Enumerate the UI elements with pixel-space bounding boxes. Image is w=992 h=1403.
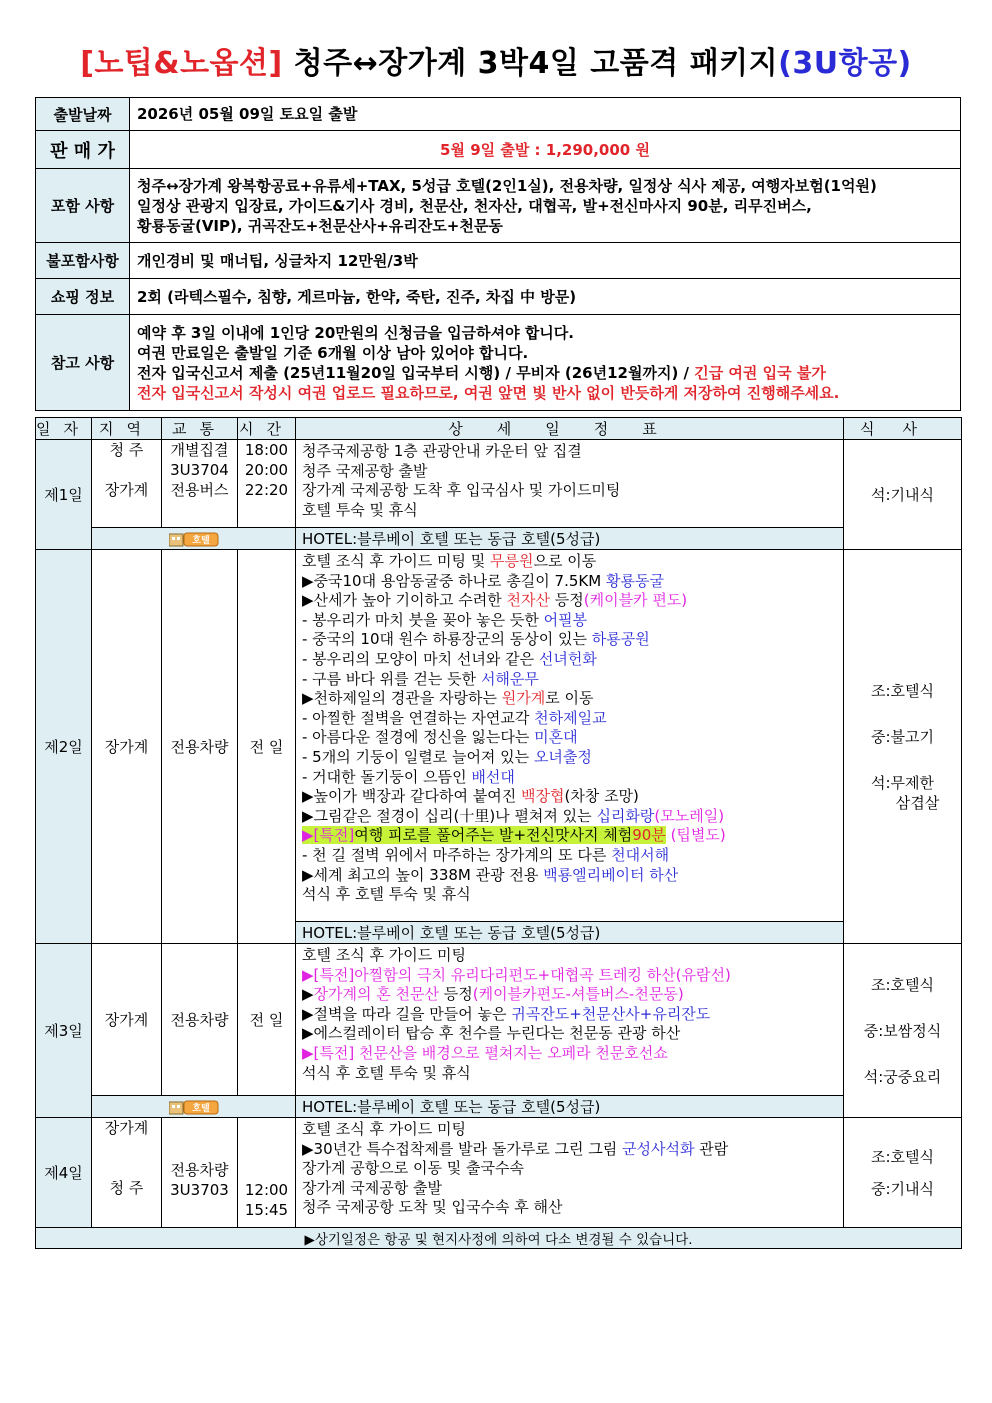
day2-hotel: HOTEL:블루베이 호텔 또는 동급 호텔(5성급) — [296, 922, 844, 944]
day3-time: 전 일 — [238, 944, 296, 1096]
title-prefix: [노팁&노옵션] — [80, 46, 283, 81]
region-text: 청 주 — [109, 1179, 144, 1197]
day3-meals — [844, 944, 962, 1118]
detail-line-special: ▶[특전]여행 피로를 풀어주는 발+전신맛사지 체험90분 (팁별도) — [302, 826, 726, 845]
day3-hotel-row — [36, 1096, 962, 1118]
transport-text: 3U3704 — [170, 461, 229, 479]
transport-text — [162, 1140, 237, 1160]
time-text: 15:45 — [244, 1201, 289, 1219]
region-text: 청 주 — [109, 441, 144, 459]
notes-line: 여권 만료일은 출발일 기준 6개월 이상 남아 있어야 합니다. — [137, 343, 529, 362]
header-day: 일자 — [36, 418, 92, 440]
notes-line — [137, 363, 953, 383]
day1-detail — [296, 440, 844, 528]
detail-line: 호텔 투숙 및 휴식 — [302, 500, 418, 519]
detail-line: ▶[특전] 천문산을 배경으로 펼쳐지는 오페라 천문호선쇼 — [302, 1043, 668, 1062]
day2-row — [36, 550, 962, 922]
day4-meals — [844, 1118, 962, 1228]
detail-line: 석식 후 호텔 투숙 및 휴식 — [302, 1063, 471, 1082]
notes-line: 예약 후 3일 이내에 1인당 20만원의 신청금을 입금하셔야 합니다. — [137, 323, 574, 342]
day1-meals — [844, 440, 962, 550]
excluded-label: 불포함사항 — [36, 243, 130, 279]
time-text: 12:00 — [244, 1181, 289, 1199]
footer-row — [36, 1228, 962, 1249]
notes-line-part: 전자 입국신고서 제출 (25년11월20일 입국부터 시행) / 무비자 (26년12월까지) / — [137, 363, 695, 382]
day4-times — [238, 1118, 296, 1228]
excluded-value: 개인경비 및 매너팁, 싱글차지 12만원/3박 — [130, 243, 961, 279]
meal-text: 조:호텔식 — [870, 975, 934, 994]
schedule-table — [35, 417, 962, 1249]
detail-line: ▶그림같은 절경이 십리(十里)나 펼쳐져 있는 십리화랑(모노레일) — [302, 806, 725, 825]
shopping-value: 2회 (라텍스필수, 침향, 게르마늄, 한약, 죽탄, 진주, 차집 中 방문) — [130, 279, 961, 315]
detail-line: 청주 국제공항 출발 — [302, 461, 428, 480]
day4-detail — [296, 1118, 844, 1228]
day1-hotel: HOTEL:블루베이 호텔 또는 동급 호텔(5성급) — [296, 528, 844, 550]
detail-line: ▶장가계의 혼 천문산 등정(케이블카편도-셔틀버스-천문동) — [302, 985, 684, 1004]
detail-line: - 5개의 기둥이 일렬로 늘어져 있는 오녀출정 — [302, 747, 592, 766]
meal-text: 석:무제한 — [870, 773, 934, 792]
meal-text: 중:보쌈정식 — [863, 1021, 942, 1040]
meal-text: 중:기내식 — [870, 1179, 934, 1198]
detail-line: ▶산세가 높아 기이하고 수려한 천자산 등정(케이블카 편도) — [302, 591, 688, 610]
price-value: 5월 9일 출발 : 1,290,000 원 — [130, 131, 961, 169]
region-text: 장가계 — [104, 1119, 149, 1137]
time-text — [238, 1140, 295, 1160]
detail-line: 청주국제공항 1층 관광안내 카운터 앞 집결 — [302, 442, 582, 460]
shopping-label: 쇼핑 정보 — [36, 279, 130, 315]
header-time: 시간 — [238, 418, 296, 440]
day1-hotel-row — [36, 528, 962, 550]
day3-region: 장가계 — [92, 944, 162, 1096]
region-text — [92, 1138, 161, 1158]
included-line: 일정상 관광지 입장료, 가이드&기사 경비, 천문산, 천자산, 대협곡, 발+전신마사지 90분, 리무진버스, — [137, 196, 812, 215]
transport-text: 전용차량 — [170, 1161, 229, 1179]
time-text — [238, 1160, 295, 1180]
detail-line: 호텔 조식 후 가이드 미팅 — [302, 946, 466, 964]
included-line: 청주↔장가계 왕복항공료+유류세+TAX, 5성급 호텔(2인1실), 전용차량, 일정상 식사 제공, 여행자보험(1억원) — [137, 176, 877, 195]
day2-meals — [844, 550, 962, 944]
detail-line: - 중국의 10대 원수 하룡장군의 동상이 있는 하룡공원 — [302, 630, 650, 649]
header-transport: 교통 — [162, 418, 238, 440]
detail-line: - 천 길 절벽 위에서 마주하는 장가계의 또 다른 천대서해 — [302, 845, 670, 864]
svg-text:호텔: 호텔 — [191, 535, 210, 546]
detail-line: 호텔 조식 후 가이드 미팅 — [302, 1120, 466, 1138]
day2-transport: 전용차량 — [162, 550, 238, 944]
day4-label: 제4일 — [36, 1118, 92, 1228]
info-table — [35, 97, 961, 411]
detail-line: ▶세계 최고의 높이 338M 관광 전용 백룡엘리베이터 하산 — [302, 865, 679, 884]
notes-line: 전자 입국신고서 작성시 여권 업로드 필요하므로, 여권 앞면 빛 반사 없이 반듯하게 저장하여 진행해주세요. — [137, 383, 840, 402]
day1-region — [92, 440, 162, 528]
svg-text:호텔: 호텔 — [191, 1103, 210, 1114]
hotel-icon — [169, 1100, 219, 1115]
footer-note: ▶상기일정은 항공 및 현지사정에 의하여 다소 변경될 수 있습니다. — [36, 1228, 962, 1249]
detail-line: ▶30년간 특수접착제를 발라 돌가루로 그린 그림 군성사석화 관람 — [302, 1139, 729, 1158]
title-airline: (3U항공) — [778, 46, 912, 81]
region-text: 장가계 — [104, 481, 149, 499]
detail-line: ▶절벽을 따라 길을 만들어 놓은 귀곡잔도+천문산사+유리잔도 — [302, 1004, 711, 1023]
header-region: 지역 — [92, 418, 162, 440]
departure-label: 출발날짜 — [36, 98, 130, 131]
detail-line: ▶높이가 백장과 같다하여 붙여진 백장협(차창 조망) — [302, 787, 639, 806]
meal-text: 석:기내식 — [870, 485, 934, 504]
detail-line: - 봉우리의 모양이 마치 선녀와 같은 선녀헌화 — [302, 649, 597, 668]
meal-text: 삼겹살 — [895, 793, 940, 812]
region-text — [92, 460, 161, 480]
day1-row — [36, 440, 962, 528]
transport-text: 3U3703 — [170, 1181, 229, 1199]
day4-row — [36, 1118, 962, 1228]
day3-detail — [296, 944, 844, 1096]
detail-line: 장가계 국제공항 출발 — [302, 1178, 442, 1197]
meal-text: 중:불고기 — [870, 727, 934, 746]
included-value — [130, 169, 961, 243]
day2-detail — [296, 550, 844, 922]
notes-label: 참고 사항 — [36, 315, 130, 411]
detail-line: 석식 후 호텔 투숙 및 휴식 — [302, 885, 471, 904]
day1-label: 제1일 — [36, 440, 92, 550]
meal-text: 조:호텔식 — [870, 681, 934, 700]
schedule-header — [36, 418, 962, 440]
title-main: 청주↔장가계 3박4일 고품격 패키지 — [293, 46, 779, 81]
price-label: 판 매 가 — [36, 131, 130, 169]
detail-line: - 구름 바다 위를 걷는 듯한 서해운무 — [302, 669, 539, 688]
page-title — [0, 38, 992, 82]
day3-label: 제3일 — [36, 944, 92, 1118]
day3-row — [36, 944, 962, 1096]
included-line: 황룡동굴(VIP), 귀곡잔도+천문산사+유리잔도+천문동 — [137, 216, 503, 235]
detail-line: - 봉우리가 마치 붓을 꽂아 놓은 듯한 어필봉 — [302, 610, 588, 629]
day2-time: 전 일 — [238, 550, 296, 944]
notes-warning: 긴급 여권 입국 불가 — [694, 363, 826, 382]
departure-value: 2026년 05월 09일 토요일 출발 — [130, 98, 961, 131]
time-text: 18:00 — [244, 441, 289, 459]
day1-transport — [162, 440, 238, 528]
transport-text: 개별집결 — [170, 441, 229, 459]
detail-line: 장가계 공항으로 이동 및 출국수속 — [302, 1159, 524, 1178]
meal-text: 조:호텔식 — [870, 1147, 934, 1166]
header-detail: 상세일정표 — [296, 418, 844, 440]
day1-times — [238, 440, 296, 528]
detail-line: 장가계 국제공항 도착 후 입국심사 및 가이드미팅 — [302, 481, 621, 500]
day2-region: 장가계 — [92, 550, 162, 944]
hotel-icon-cell — [92, 528, 296, 550]
detail-line: ▶에스컬레이터 탑승 후 천수를 누린다는 천문동 관광 하산 — [302, 1024, 681, 1043]
time-text: 22:20 — [244, 481, 289, 499]
meal-text: 석:궁중요리 — [863, 1067, 942, 1086]
transport-text: 전용버스 — [170, 481, 229, 499]
included-label: 포함 사항 — [36, 169, 130, 243]
hotel-icon-cell — [92, 1096, 296, 1118]
detail-line: - 아찔한 절벽을 연결하는 자연교각 천하제일교 — [302, 708, 607, 727]
detail-line: 청주 국제공항 도착 및 입국수속 후 해산 — [302, 1198, 563, 1217]
day3-hotel: HOTEL:블루베이 호텔 또는 동급 호텔(5성급) — [296, 1096, 844, 1118]
detail-line: - 아름다운 절경에 정신을 잃는다는 미혼대 — [302, 728, 578, 747]
time-text: 20:00 — [244, 461, 289, 479]
day2-label: 제2일 — [36, 550, 92, 944]
day4-transport — [162, 1118, 238, 1228]
header-meals: 식사 — [844, 418, 962, 440]
detail-line: ▶중국10대 용암동굴중 하나로 총길이 7.5KM 황룡동굴 — [302, 571, 664, 590]
day4-region — [92, 1118, 162, 1228]
region-text — [92, 1158, 161, 1178]
day3-transport: 전용차량 — [162, 944, 238, 1096]
hotel-icon — [169, 532, 219, 547]
detail-line: ▶천하제일의 경관을 자랑하는 원가계로 이동 — [302, 689, 594, 708]
detail-line: 호텔 조식 후 가이드 미팅 및 무릉원으로 이동 — [302, 552, 597, 570]
notes-value — [130, 315, 961, 411]
detail-line: ▶[특전]아찔함의 극치 유리다리편도+대협곡 트레킹 하산(유람선) — [302, 965, 731, 984]
detail-line: - 거대한 돌기둥이 으뜸인 배선대 — [302, 767, 515, 786]
